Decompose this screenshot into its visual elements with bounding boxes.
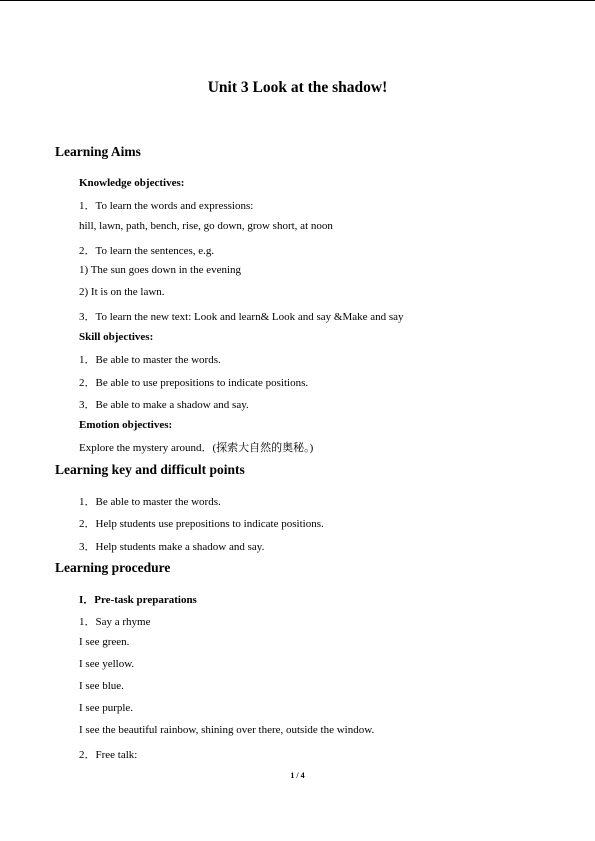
rhyme-line-4: I see purple. (79, 702, 134, 714)
key-point-3: 3．Help students make a shadow and say. (79, 541, 265, 553)
knowledge-item-1: 1．To learn the words and expressions: (79, 200, 254, 212)
knowledge-item-3: 3．To learn the new text: Look and learn& Look and say &Make and say (79, 311, 404, 323)
knowledge-words: hill, lawn, path, bench, rise, go down, grow short, at noon (79, 220, 333, 232)
key-point-1: 1．Be able to master the words. (79, 496, 221, 508)
heading-key-points: Learning key and difficult points (55, 462, 245, 477)
procedure-item-1: 1．Say a rhyme (79, 616, 151, 628)
rhyme-line-3: I see blue. (79, 680, 124, 692)
sentence-example-1: 1) The sun goes down in the evening (79, 264, 242, 276)
emotion-item-1: Explore the mystery around．(探索大自然的奥秘。) (79, 442, 314, 454)
rhyme-line-5: I see the beautiful rainbow, shining over there, outside the window. (79, 724, 375, 736)
skill-item-2: 2．Be able to use prepositions to indicate positions. (79, 377, 309, 389)
emotion-objectives-heading: Emotion objectives: (79, 419, 173, 431)
heading-learning-procedure: Learning procedure (55, 560, 171, 575)
knowledge-objectives-heading: Knowledge objectives: (79, 177, 185, 189)
key-point-2: 2．Help students use prepositions to indicate positions. (79, 518, 324, 530)
skill-objectives-heading: Skill objectives: (79, 331, 154, 343)
pre-task-heading: I．Pre-task preparations (79, 594, 197, 606)
procedure-item-2: 2．Free talk: (79, 749, 138, 761)
heading-learning-aims: Learning Aims (55, 144, 141, 159)
rhyme-line-2: I see yellow. (79, 658, 135, 670)
skill-item-1: 1．Be able to master the words. (79, 354, 221, 366)
knowledge-item-2: 2．To learn the sentences, e.g. (79, 245, 215, 257)
page-top-border (0, 0, 595, 1)
document-title: Unit 3 Look at the shadow! (207, 79, 388, 96)
rhyme-line-1: I see green. (79, 636, 130, 648)
page-number: 1 / 4 (290, 771, 305, 780)
skill-item-3: 3．Be able to make a shadow and say. (79, 399, 249, 411)
sentence-example-2: 2) It is on the lawn. (79, 286, 165, 298)
